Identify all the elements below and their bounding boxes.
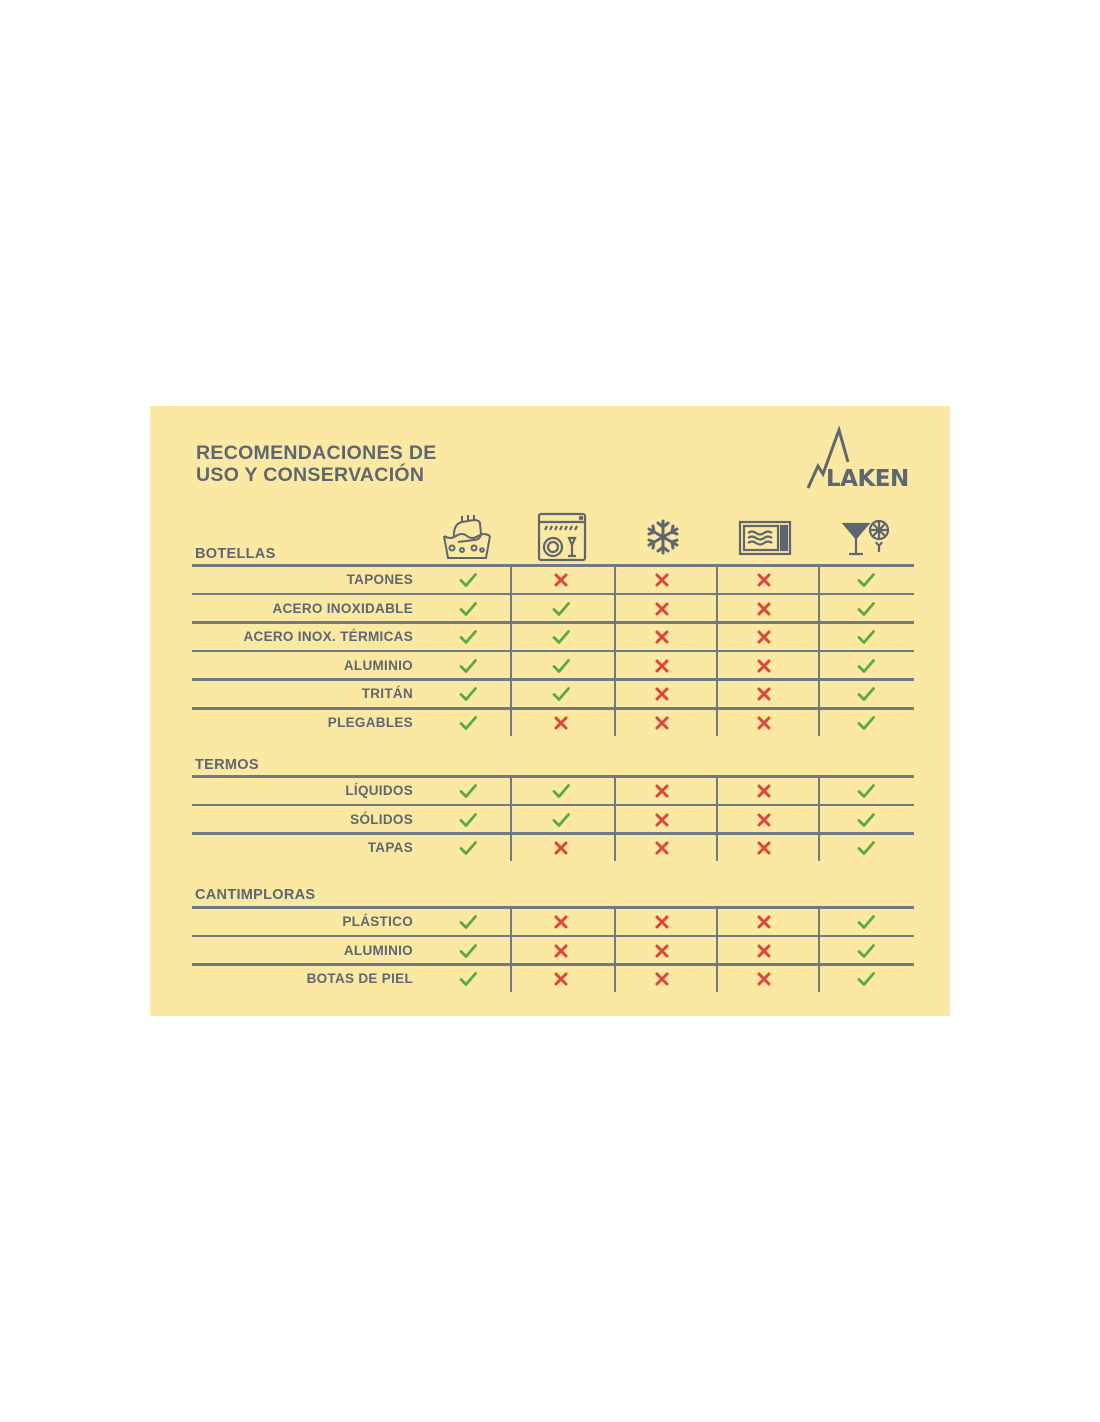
check-icon xyxy=(458,781,478,801)
row-label: ACERO INOXIDABLE xyxy=(272,600,413,616)
check-icon xyxy=(856,656,876,676)
column-divider xyxy=(510,906,512,992)
hand-wash-icon xyxy=(440,512,494,562)
table-row xyxy=(150,908,950,936)
column-divider xyxy=(716,775,718,861)
table-row xyxy=(150,806,950,834)
column-divider xyxy=(510,775,512,861)
column-divider xyxy=(818,906,820,992)
cross-icon xyxy=(754,941,774,961)
table-row xyxy=(150,595,950,623)
cross-icon xyxy=(652,941,672,961)
cross-icon xyxy=(652,713,672,733)
check-icon xyxy=(458,912,478,932)
microwave-icon xyxy=(738,512,792,562)
check-icon xyxy=(458,713,478,733)
page-title xyxy=(196,442,437,486)
cross-icon xyxy=(652,912,672,932)
row-label: ACERO INOX. TÉRMICAS xyxy=(243,629,413,645)
row-label: SÓLIDOS xyxy=(350,811,413,827)
cross-icon xyxy=(754,570,774,590)
cocktail-citrus-icon xyxy=(840,512,894,562)
table-row xyxy=(150,680,950,708)
cross-icon xyxy=(754,713,774,733)
check-icon xyxy=(551,810,571,830)
table-row xyxy=(150,937,950,965)
freezer-snowflake-icon xyxy=(636,512,690,562)
table-row xyxy=(150,777,950,805)
check-icon xyxy=(458,941,478,961)
check-icon xyxy=(856,941,876,961)
cross-icon xyxy=(652,969,672,989)
check-icon xyxy=(458,627,478,647)
check-icon xyxy=(856,838,876,858)
cross-icon xyxy=(754,810,774,830)
check-icon xyxy=(856,781,876,801)
check-icon xyxy=(458,656,478,676)
row-label: ALUMINIO xyxy=(343,942,413,958)
check-icon xyxy=(856,599,876,619)
check-icon xyxy=(458,810,478,830)
check-icon xyxy=(458,570,478,590)
cross-icon xyxy=(754,781,774,801)
check-icon xyxy=(856,810,876,830)
check-icon xyxy=(856,627,876,647)
table-row xyxy=(150,709,950,737)
cross-icon xyxy=(754,599,774,619)
section-label: TERMOS xyxy=(195,757,259,773)
dishwasher-icon xyxy=(535,512,589,562)
row-label: PLEGABLES xyxy=(327,715,413,730)
row-label: ALUMINIO xyxy=(343,657,413,673)
cross-icon xyxy=(652,810,672,830)
cross-icon xyxy=(754,969,774,989)
column-divider xyxy=(716,906,718,992)
section-label: BOTELLAS xyxy=(195,546,276,562)
title-line-1: RECOMENDACIONES DE xyxy=(196,442,437,464)
table-row xyxy=(150,623,950,651)
column-divider xyxy=(614,906,616,992)
check-icon xyxy=(458,599,478,619)
check-icon xyxy=(551,599,571,619)
check-icon xyxy=(551,656,571,676)
cross-icon xyxy=(652,627,672,647)
check-icon xyxy=(856,969,876,989)
check-icon xyxy=(856,684,876,704)
cross-icon xyxy=(652,781,672,801)
row-label: TAPONES xyxy=(346,572,413,587)
title-line-2: USO Y CONSERVACIÓN xyxy=(196,464,425,486)
check-icon xyxy=(551,627,571,647)
check-icon xyxy=(856,713,876,733)
cross-icon xyxy=(652,684,672,704)
cross-icon xyxy=(551,912,571,932)
table-row xyxy=(150,566,950,594)
cross-icon xyxy=(754,684,774,704)
brand-name: LAKEN xyxy=(826,466,909,492)
table-row xyxy=(150,652,950,680)
cross-icon xyxy=(754,912,774,932)
check-icon xyxy=(551,781,571,801)
cross-icon xyxy=(652,599,672,619)
column-divider xyxy=(614,775,616,861)
cross-icon xyxy=(551,838,571,858)
cross-icon xyxy=(754,838,774,858)
cross-icon xyxy=(551,570,571,590)
check-icon xyxy=(458,969,478,989)
cross-icon xyxy=(754,656,774,676)
check-icon xyxy=(458,838,478,858)
row-label: BOTAS DE PIEL xyxy=(306,971,413,987)
row-label: PLÁSTICO xyxy=(342,914,413,929)
column-divider xyxy=(818,564,820,736)
column-divider xyxy=(510,564,512,736)
row-label: TAPAS xyxy=(367,840,413,856)
cross-icon xyxy=(652,570,672,590)
cross-icon xyxy=(551,941,571,961)
table-row xyxy=(150,834,950,862)
column-divider xyxy=(614,564,616,736)
column-divider xyxy=(716,564,718,736)
check-icon xyxy=(856,570,876,590)
section-label: CANTIMPLORAS xyxy=(195,887,316,903)
check-icon xyxy=(551,684,571,704)
check-icon xyxy=(856,912,876,932)
cross-icon xyxy=(551,969,571,989)
row-label: TRITÁN xyxy=(361,686,413,702)
cross-icon xyxy=(551,713,571,733)
cross-icon xyxy=(652,656,672,676)
cross-icon xyxy=(652,838,672,858)
care-recommendations-card xyxy=(150,406,950,1016)
row-label: LÍQUIDOS xyxy=(345,783,413,798)
check-icon xyxy=(458,684,478,704)
column-divider xyxy=(818,775,820,861)
cross-icon xyxy=(754,627,774,647)
table-row xyxy=(150,965,950,993)
